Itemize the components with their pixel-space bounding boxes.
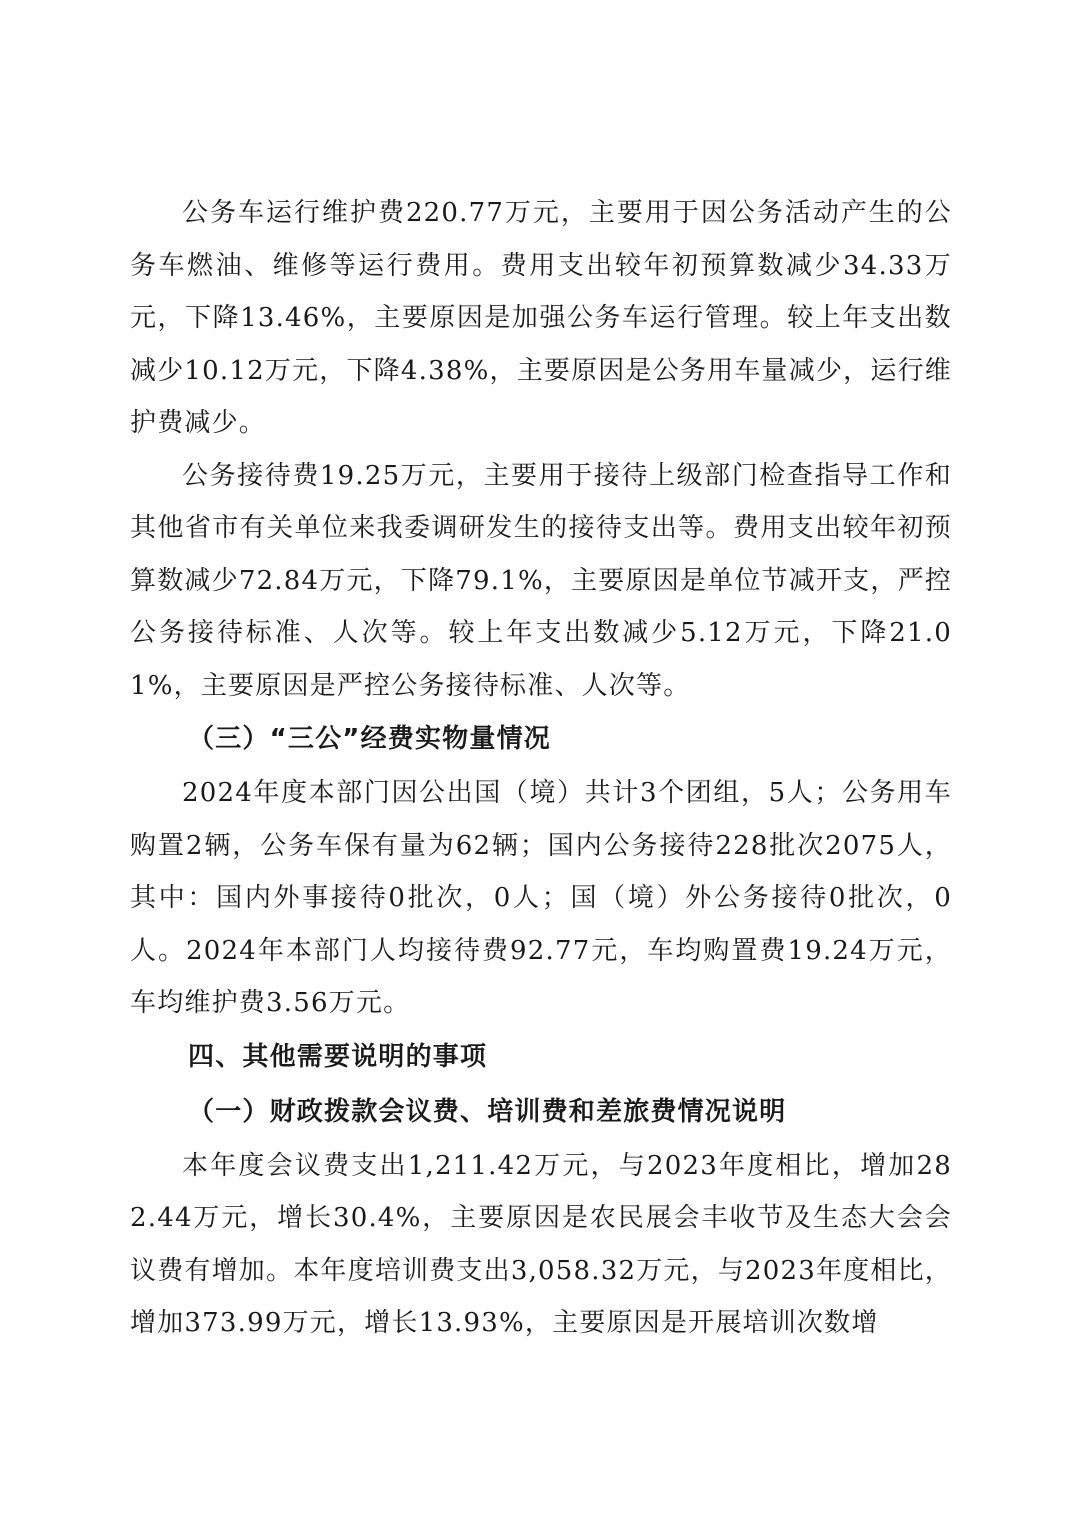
- section-heading-meeting-training-travel: （一）财政拨款会议费、培训费和差旅费情况说明: [188, 1096, 787, 1127]
- document-body: [130, 187, 952, 1350]
- paragraph-official-reception: 公务接待费19.25万元，主要用于接待上级部门检查指导工作和其他省市有关单位来我委调研发生的接待支出等。费用支出较年初预算数减少72.84万元，下降79.1%，主要原因是单位节减开支，严控公务接待标准、人次等。较上年支出数减少5.12万元，下降21.01%，主要原因是严控公务接待标准、人次等。: [130, 460, 952, 701]
- paragraph-meeting-training-fees: 本年度会议费支出1,211.42万元，与2023年度相比，增加282.44万元，增长30.4%，主要原因是农民展会丰收节及生态大会会议费有增加。本年度培训费支出3,058.32万元，与2023年度相比，增加373.99万元，增长13.93%，主要原因是开展培训次数增: [130, 1150, 952, 1338]
- paragraph-vehicle-maintenance: 公务车运行维护费220.77万元，主要用于因公务活动产生的公务车燃油、维修等运行费用。费用支出较年初预算数减少34.33万元，下降13.46%，主要原因是加强公务车运行管理。较上年支出数减少10.12万元，下降4.38%，主要原因是公务用车量减少，运行维护费减少。: [130, 198, 952, 438]
- section-heading-physical-quantity: （三）“三公”经费实物量情况: [188, 724, 551, 754]
- paragraph-physical-quantity: 2024年度本部门因公出国（境）共计3个团组，5人；公务用车购置2辆，公务车保有量为62辆；国内公务接待228批次2075人，其中：国内外事接待0批次，0人；国（境）外公务接待0批次，0人。2024年本部门人均接待费92.77元，车均购置费19.24万元，车均维护费3.56万元。: [130, 778, 952, 1018]
- section-heading-other-matters: 四、其他需要说明的事项: [188, 1041, 488, 1072]
